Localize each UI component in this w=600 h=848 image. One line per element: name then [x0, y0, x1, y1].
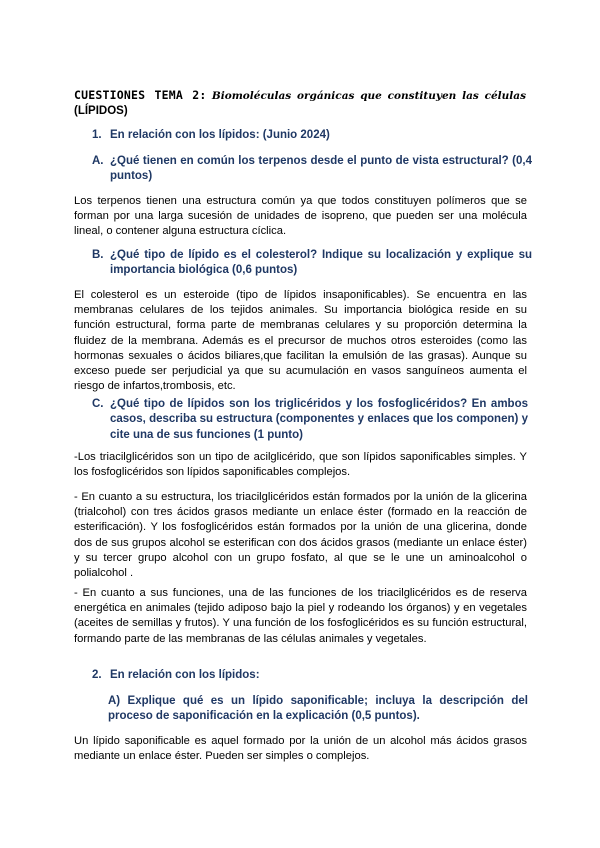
answer-a-paragraph: Los terpenos tienen una estructura común ya que todos constituyen polímeros que se forman por una larga sucesión de unidades de isopreno, que pueden ser una molécula lineal, o contener alguna estructura cíclica.: [74, 195, 527, 238]
answer-c-paragraph-1: -Los triacilglicéridos son un tipo de acilglicérido, que son lípidos saponificables simples. Y los fosfoglicéridos son lípidos saponificables complejos.: [74, 451, 527, 479]
section-1-heading: [92, 128, 532, 143]
section-1-number: 1.: [92, 129, 102, 141]
question-a-text: ¿Qué tienen en común los terpenos desde el punto de vista estructural? (0,4 puntos): [110, 155, 532, 183]
question-c-text: ¿Qué tipo de lípidos son los triglicéridos y los fosfoglicéridos? En ambos casos, describa su estructura (componentes y enlaces que los componen) y cite una de sus funciones (1 punto): [110, 398, 528, 441]
section-1-heading-text: En relación con los lípidos: (Junio 2024): [110, 129, 330, 141]
answer-c-paragraph-3: - En cuanto a sus funciones, una de las funciones de los triacilglicéridos es de reserva energética en animales (tejido adiposo bajo la piel y rodeando los órganos) y en vegetales (aceites de semillas y frutos). Y una función de los fosfoglicéridos es su función estructural, formando parte de las membranas de las células animales y vegetales.: [74, 587, 527, 645]
question-2a-text: A) Explique qué es un lípido saponificable; incluya la descripción del proceso de saponificación en la explicación (0,5 puntos).: [108, 695, 528, 723]
answer-2a-paragraph: Un lípido saponificable es aquel formado por la unión de un alcohol más ácidos grasos mediante un enlace éster. Pueden ser simples o complejos.: [74, 735, 527, 763]
title-prefix: CUESTIONES TEMA 2:: [74, 88, 207, 102]
question-a: [92, 154, 532, 185]
answer-b-paragraph: El colesterol es un esteroide (tipo de lípidos insaponificables). Se encuentra en las membranas celulares de los tejidos animales. Su importancia biológica reside en su función estructural, forma parte de membranas celulares y su proporción determina la fluidez de la membrana. Además es el precursor de muchos otros esteroides (como las hormonas sexuales o ácidos biliares,que facilitan la emulsión de las grasas). Aunque su exceso puede ser perjudicial ya que su acumulación en vasos sanguíneos aumenta el riesgo de infartos,trombosis, etc.: [74, 289, 527, 393]
question-b: [92, 248, 532, 279]
question-b-letter: B.: [92, 249, 104, 261]
question-a-letter: A.: [92, 155, 104, 167]
section-2-heading: [92, 668, 532, 683]
question-c-letter: C.: [92, 398, 104, 410]
question-b-text: ¿Qué tipo de lípido es el colesterol? Indique su localización y explique su importancia biológica (0,6 puntos): [110, 249, 532, 277]
title-subtitle: Biomoléculas orgánicas que constituyen las células: [211, 90, 526, 102]
question-c: [92, 397, 528, 443]
section-2-number: 2.: [92, 669, 102, 681]
question-2a: [108, 694, 528, 725]
title-paren: (LÍPIDOS): [74, 105, 128, 117]
section-2-heading-text: En relación con los lípidos:: [110, 669, 260, 681]
document-title: [74, 88, 526, 119]
answer-c-paragraph-2: - En cuanto a su estructura, los triacilglicéridos están formados por la unión de la glicerina (trialcohol) con tres ácidos grasos mediante un enlace éster (formado en la reacción de esterificación). Y los fosfoglicéridos están formados por la unión de una glicerina, donde dos de sus grupos alcohol se esterifican con dos ácidos grasos (mediante un enlace éster) y su tercer grupo alcohol con un grupo fosfato, al que se le une un aminoalcohol o polialcohol .: [74, 491, 527, 580]
